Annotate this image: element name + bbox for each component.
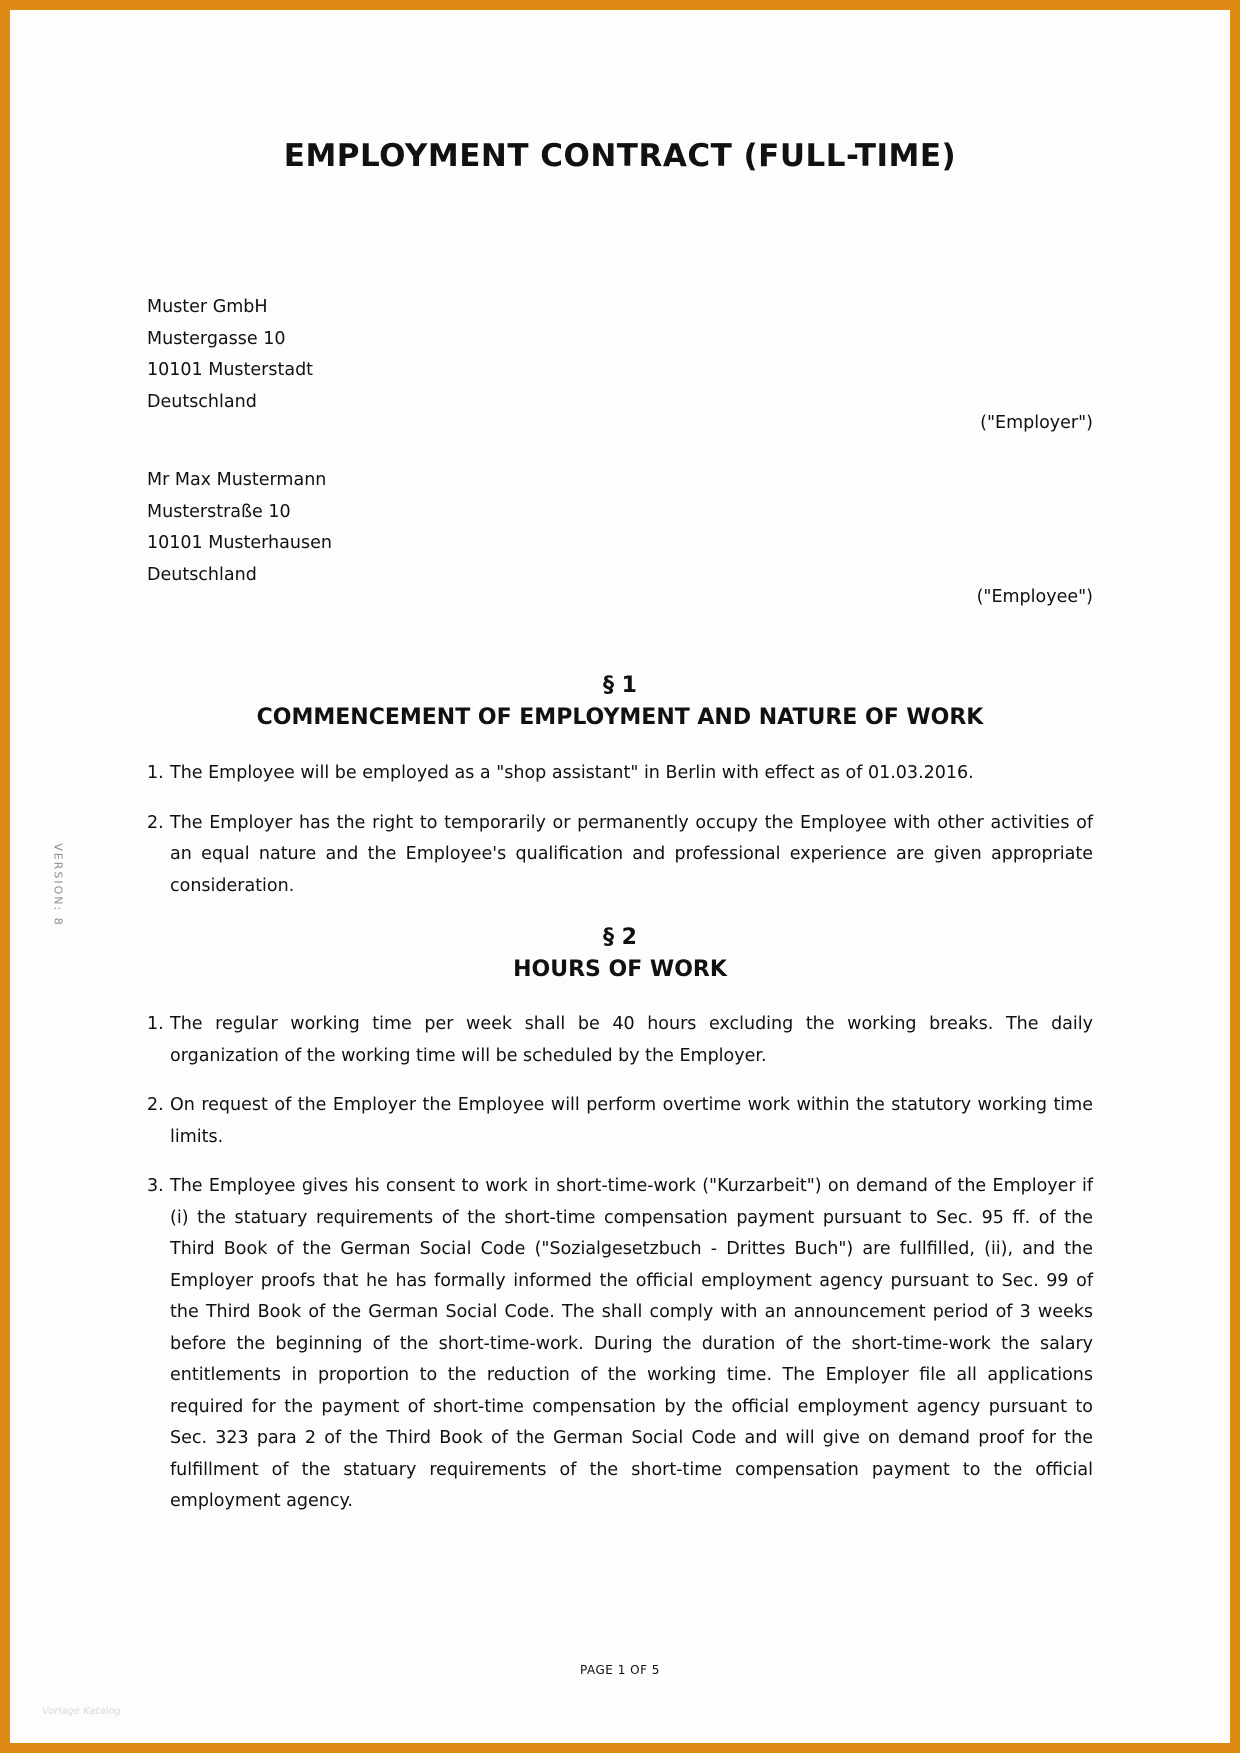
clause-item — [147, 1009, 1093, 1072]
employee-name: Mr Max Mustermann — [147, 470, 327, 490]
employer-name: Muster GmbH — [147, 297, 268, 317]
contract-title: EMPLOYMENT CONTRACT (FULL-TIME) — [283, 138, 957, 174]
section-title: HOURS OF WORK — [513, 957, 727, 982]
employee-role-label: ("Employee") — [976, 587, 1093, 607]
clause-text: The regular working time per week shall be 40 hours excluding the working breaks. The daily organization of the working time will be scheduled by the Employer. — [170, 1014, 1093, 1066]
clause-text: The Employee gives his consent to work in short-time-work ("Kurzarbeit") on demand of the Employer if (i) the statuary requirements of the short-time compensation payment pursuant to Sec. 95 ff. of the Third Book of the German Social Code ("Sozialgesetzbuch - Drittes Buch") are fullfilled, (ii), and the Employer proofs that he has formally informed the official employment agency pursuant to Sec. 99 of the Third Book of the German Social Code. The shall comply with an announcement period of 3 weeks before the beginning of the short-time-work. During the duration of the short-time-work the salary entitlements in proportion to the reduction of the working time. The Employer file all applications required for the payment of short-time compensation by the official employment agency pursuant to Sec. 323 para 2 of the Third Book of the German Social Code and will give on demand proof for the fulfillment of the statuary requirements of the short-time compensation payment to the official employment agency. — [170, 1176, 1093, 1511]
clause-number: 2. — [147, 812, 164, 833]
employee-country: Deutschland — [147, 564, 257, 585]
clause-item — [147, 758, 1093, 790]
clause-number: 2. — [147, 1095, 164, 1115]
employer-city: 10101 Musterstadt — [147, 360, 314, 380]
employee-street: Musterstraße 10 — [147, 501, 291, 522]
clause-text: The Employer has the right to temporarily or permanently occupy the Employee with other activities of an equal nature and the Employee's qualification and professional experience are given appropriate consideration. — [170, 812, 1093, 896]
clause-number: 1. — [147, 763, 164, 783]
section-1-clauses — [147, 758, 1093, 920]
clause-item — [147, 1090, 1093, 1153]
watermark: Vorlage Katalog — [42, 1706, 121, 1717]
section-1-heading — [10, 670, 1230, 734]
employer-country: Deutschland — [147, 391, 257, 412]
employee-city: 10101 Musterhausen — [147, 533, 332, 553]
employee-address — [147, 465, 1093, 591]
clause-number: 1. — [147, 1014, 164, 1034]
employer-role-label: ("Employer") — [980, 413, 1093, 433]
section-number: § 2 — [603, 925, 637, 950]
document-page — [10, 10, 1230, 1743]
clause-item — [147, 808, 1093, 903]
page-number: PAGE 1 OF 5 — [580, 1663, 660, 1677]
clause-item — [147, 1171, 1093, 1518]
section-number: § 1 — [603, 673, 637, 698]
employer-address — [147, 292, 1093, 418]
version-label: VERSION: 8 — [51, 843, 65, 927]
clause-number: 3. — [147, 1176, 164, 1196]
clause-text: On request of the Employer the Employee will perform overtime work within the statutory working time limits. — [170, 1095, 1093, 1147]
employer-street: Mustergasse 10 — [147, 328, 286, 349]
section-title: COMMENCEMENT OF EMPLOYMENT AND NATURE OF WORK — [256, 705, 984, 730]
clause-text: The Employee will be employed as a "shop assistant" in Berlin with effect as of 01.03.2016. — [170, 763, 974, 783]
section-2-clauses — [147, 1009, 1093, 1536]
section-2-heading — [10, 922, 1230, 986]
